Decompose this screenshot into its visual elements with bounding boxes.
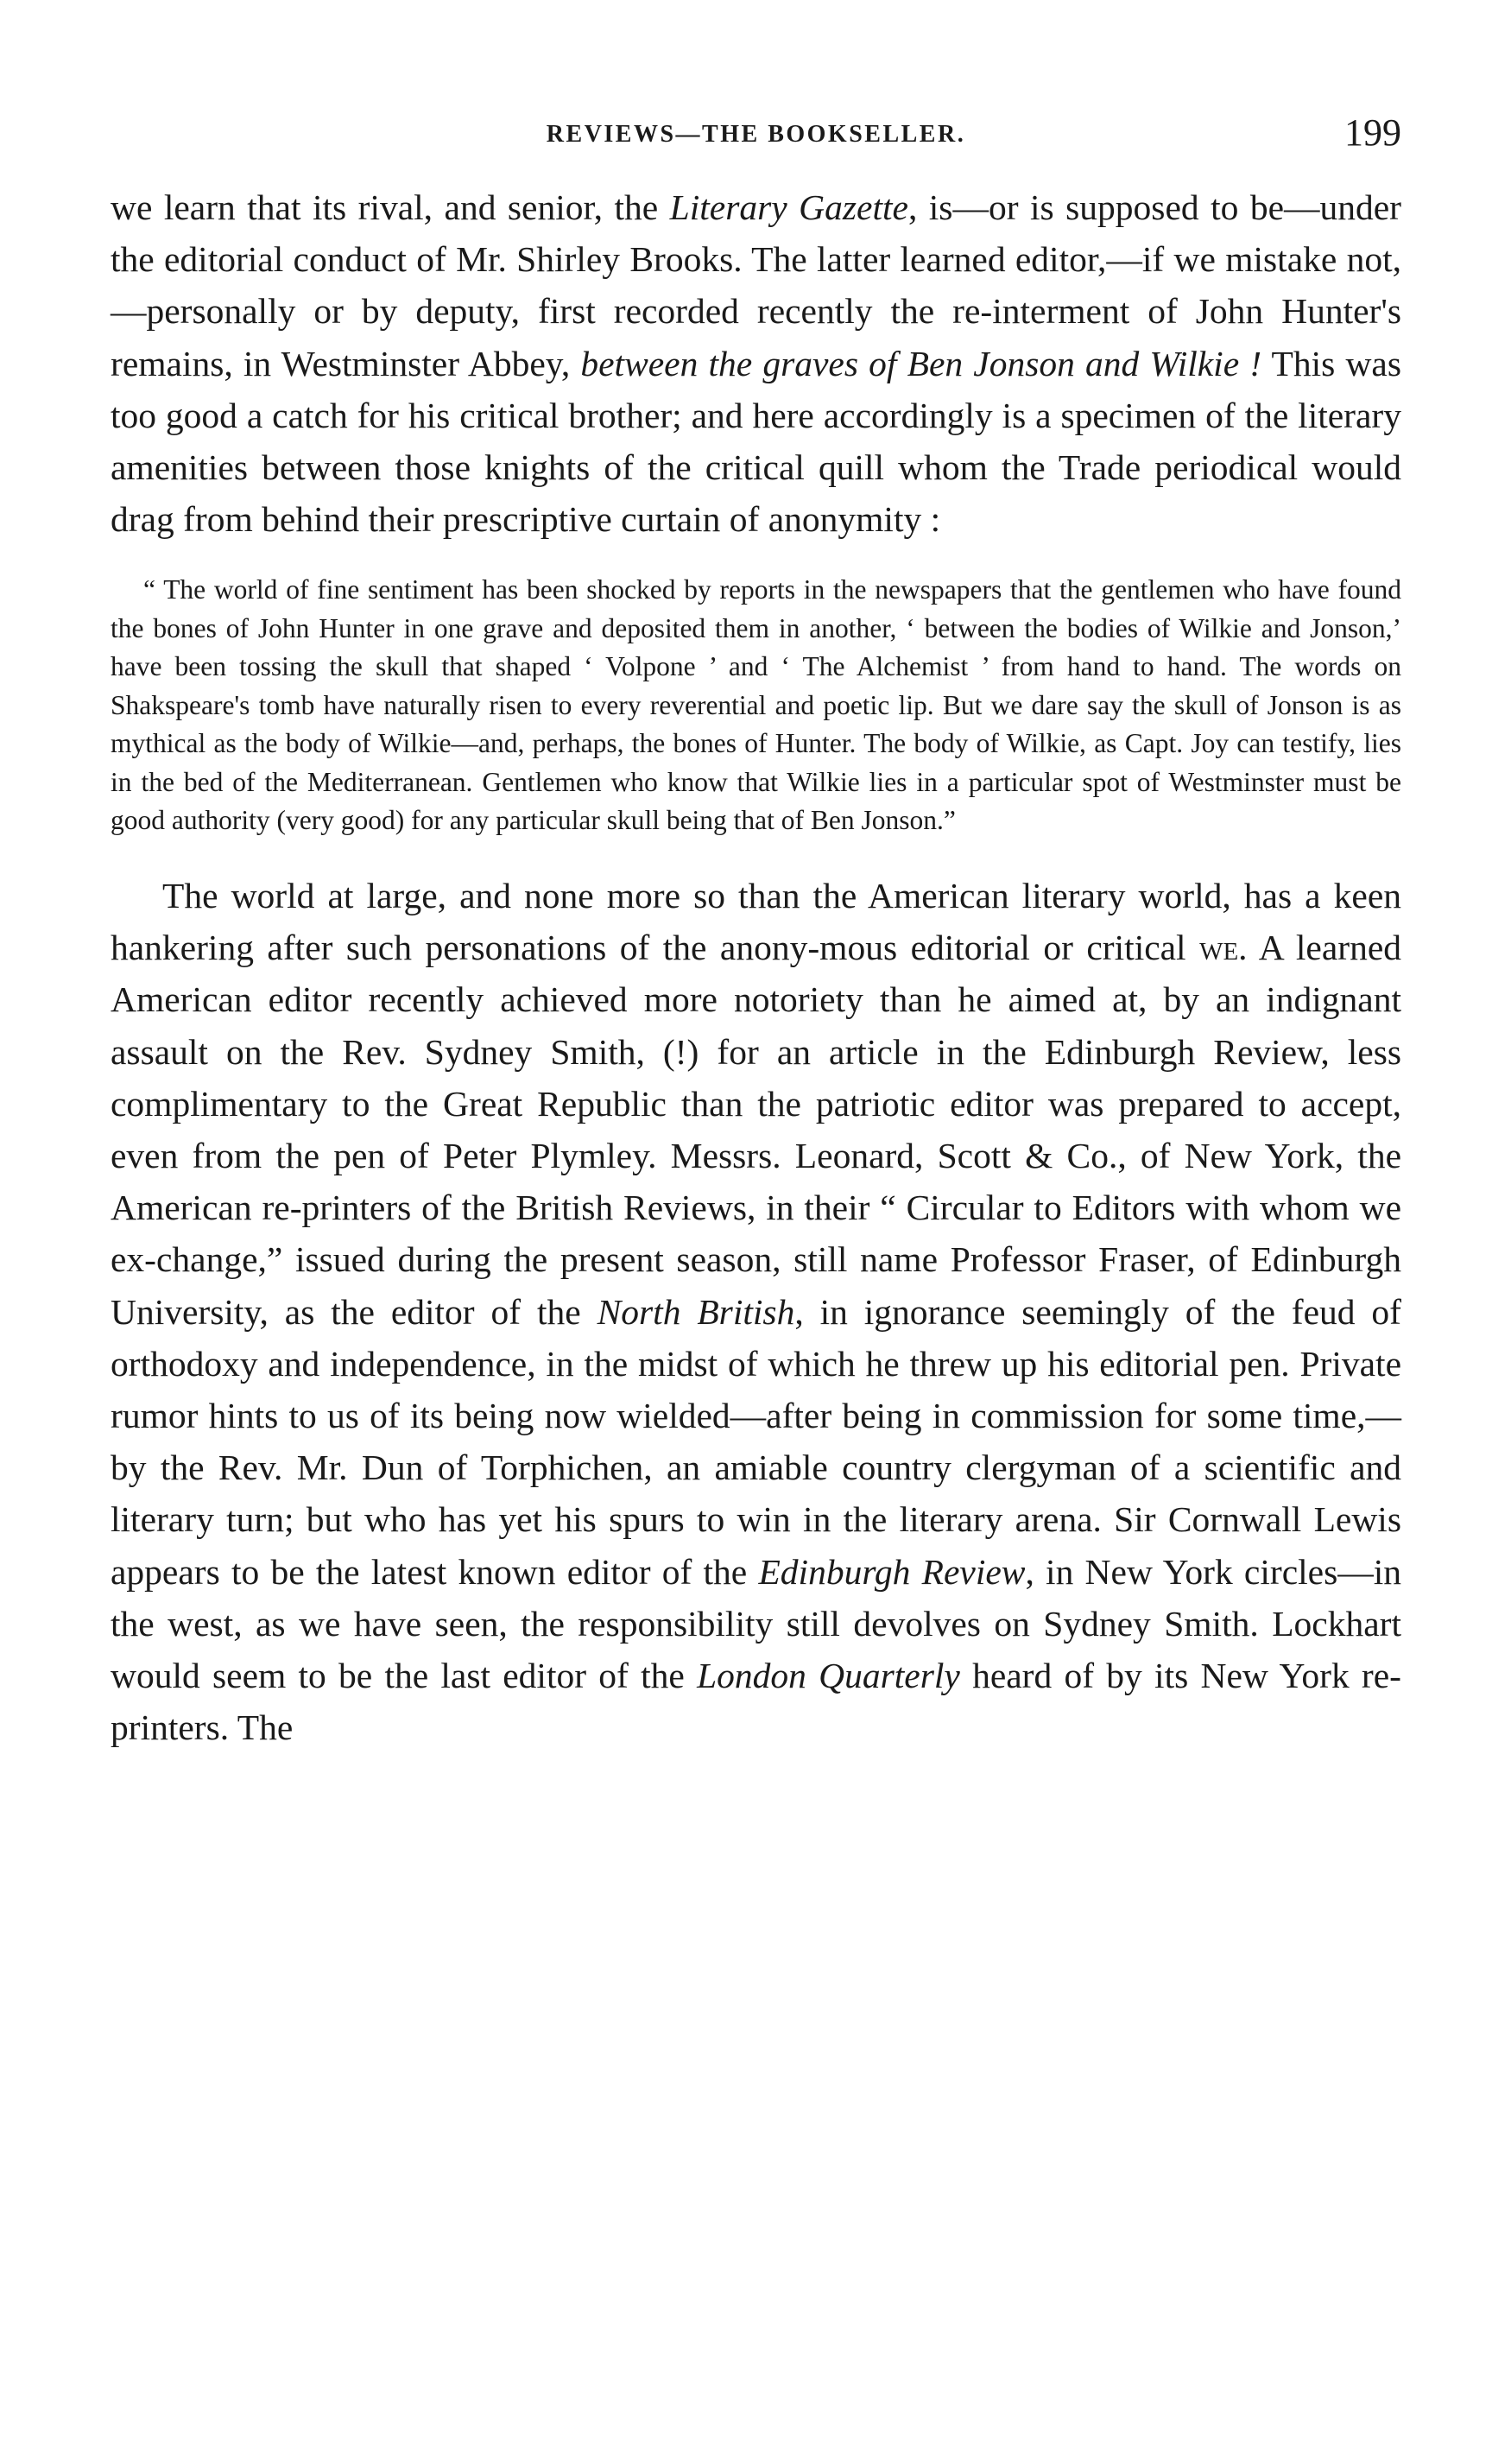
paragraph-text: heard of by its New York re-printers. The: [111, 1655, 1401, 1748]
paragraph: [111, 870, 1401, 1753]
paragraph-continued: [111, 181, 1401, 545]
running-title: REVIEWS—THE BOOKSELLER.: [546, 121, 966, 148]
paragraph-text: , in New York circles—in the west, as we have seen, the responsibility still devolves on Sydney Smith. Lockhart would seem to be the last editor of the: [111, 1551, 1402, 1695]
page-body: [111, 181, 1401, 1753]
block-quotation: “ The world of fine sentiment has been shocked by reports in the newspapers that the gentlemen who have found the bones of John Hunter in one grave and deposited them in another, ‘ between the bodies of Wilkie and Jonson,’ have been tossing the skull that shaped ‘ Volpone ’ and ‘ The Alchemist ’ from hand to hand. The words on Shakspeare's tomb have naturally risen to every reverential and poetic lip. But we dare say the skull of Jonson is as mythical as the body of Wilkie—and, perhaps, the bones of Hunter. The body of Wilkie, as Capt. Joy can testify, lies in the bed of the Mediterranean. Gentlemen who know that Wilkie lies in a particular spot of Westminster must be good authority (very good) for any particular skull being that of Ben Jonson.”: [111, 574, 1401, 836]
italic-title: London Quarterly: [697, 1655, 960, 1695]
paragraph-text: , is—or is supposed to be—under the editorial conduct of Mr. Shirley Brooks. The latter learned editor,—if we mistake not,—personally or by deputy, first recorded recently the re-interment of John Hunter's remains, in Westminster Abbey,: [111, 187, 1401, 383]
paragraph-text: , in ignorance seemingly of the feud of orthodoxy and independence, in the midst of which he threw up his editorial pen. Private rumor hints to us of its being now wielded—after being in commission for some time,—by the Rev. Mr. Dun of Torphichen, an amiable country clergyman of a scientific and literary turn; but who has yet his spurs to win in the literary arena. Sir Cornwall Lewis appears to be the latest known editor of the: [111, 1291, 1401, 1592]
paragraph-text: . A learned American editor recently achieved more notoriety than he aimed at, by an indignant assault on the Rev. Sydney Smith, (!) for an article in the Edinburgh Review, less complimentary to the Great Republic than the patriotic editor was prepared to accept, even from the pen of Peter Plymley. Messrs. Leonard, Scott & Co., of New York, the American re-printers of the British Reviews, in their “ Circular to Editors with whom we ex-change,” issued during the present season, still name Professor Fraser, of Edinburgh University, as the editor of the: [111, 928, 1402, 1332]
italic-title: Literary Gazette: [669, 187, 908, 227]
paragraph-text: This was too good a catch for his critical brother; and here accordingly is a specimen of the literary amenities between those knights of the critical quill whom the Trade periodical would drag from behind their prescriptive curtain of anonymity :: [111, 343, 1401, 540]
small-caps-word: we: [1199, 928, 1239, 968]
page-number: 199: [1344, 111, 1401, 154]
paragraph-text: we learn that its rival, and senior, the: [111, 187, 670, 227]
running-head: [111, 111, 1401, 162]
italic-phrase: between the graves of Ben Jonson and Wilkie !: [580, 343, 1262, 383]
italic-title: North British: [597, 1291, 795, 1332]
paragraph-text: The world at large, and none more so than the American literary world, has a keen hankering after such personations of the anony-mous editorial or critical: [111, 875, 1401, 968]
italic-title: Edinburgh Review: [758, 1551, 1026, 1592]
